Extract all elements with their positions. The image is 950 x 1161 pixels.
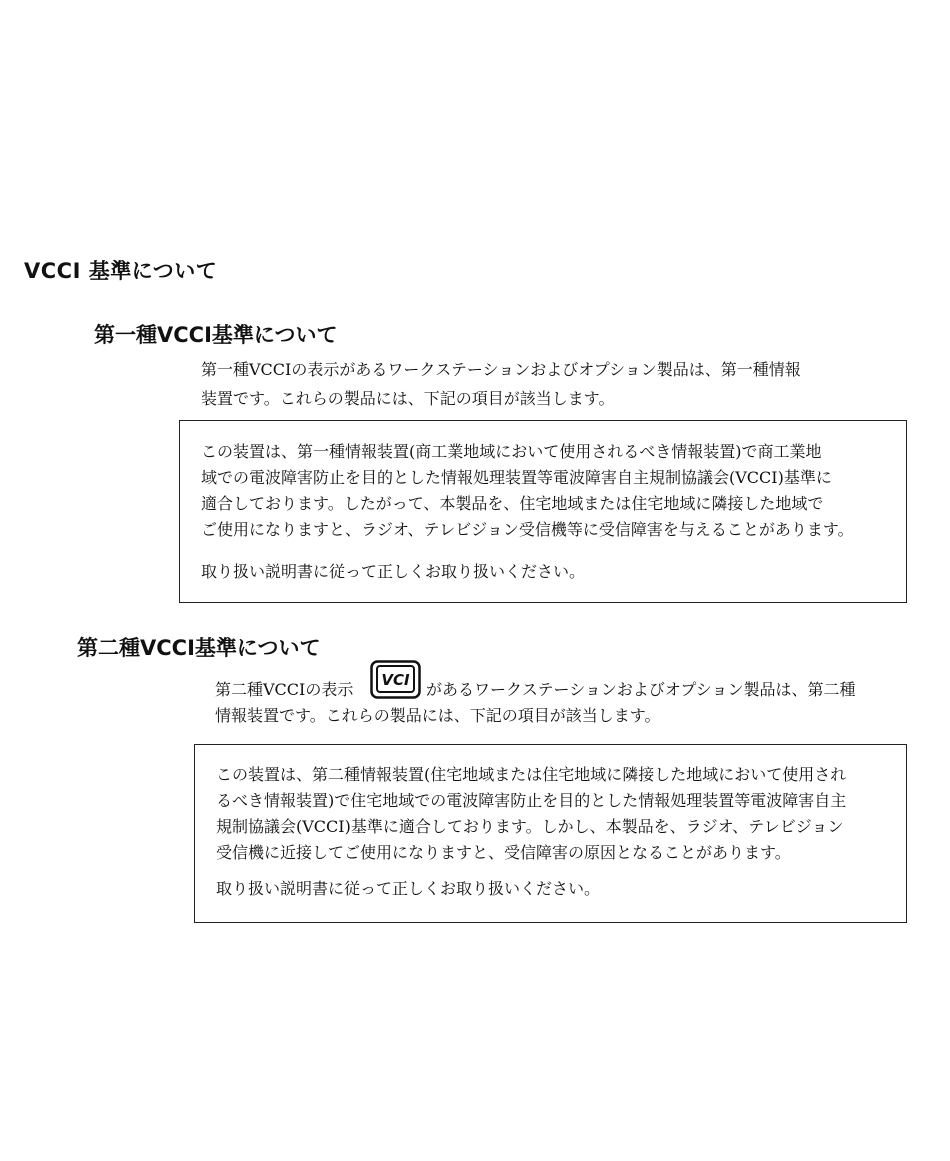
class1-intro-line-1: 第一種VCCIの表示があるワークステーションおよびオプション製品は、第一種情報 [201,360,801,379]
section-title-class1: 第一種VCCI基準について [94,323,338,347]
class1-notice-line-1: この装置は、第一種情報装置(商工業地域において使用されるべき情報装置)で商工業地 [201,442,822,461]
class2-notice-line-4: 受信機に近接してご使用になりますと、受信障害の原因となることがあります。 [216,843,791,862]
class2-notice-line-1: この装置は、第二種情報装置(住宅地域または住宅地域に隣接した地域において使用され [216,765,847,784]
class2-intro-after-mark: があるワークステーションおよびオプション製品は、第二種 [426,680,856,699]
class2-notice-line-3: 規制協議会(VCCI)基準に適合しております。しかし、本製品を、ラジオ、テレビジョン [216,817,844,836]
vcci-mark-icon [370,660,421,699]
class1-notice-box [179,420,907,603]
class2-intro-before-mark: 第二種VCCIの表示 [215,680,354,699]
class1-notice-line-4: ご使用になりますと、ラジオ、テレビジョン受信機等に受信障害を与えることがあります。 [201,520,854,539]
class1-handling-note: 取り扱い説明書に従って正しくお取り扱いください。 [201,562,586,581]
class1-notice-line-3: 適合しております。したがって、本製品を、住宅地域または住宅地域に隣接した地域で [201,494,824,513]
class2-notice-box [194,744,907,923]
class2-notice-line-2: るべき情報装置)で住宅地域での電波障害防止を目的とした情報処理装置等電波障害自主 [216,791,847,810]
class2-handling-note: 取り扱い説明書に従って正しくお取り扱いください。 [216,879,601,898]
class1-notice-line-2: 域での電波障害防止を目的とした情報処理装置等電波障害自主規制協議会(VCCI)基準に [201,468,832,487]
class1-intro-line-2: 装置です。これらの製品には、下記の項目が該当します。 [201,389,615,408]
vcci-mark-text: VCI [381,671,410,689]
section-title-class2: 第二種VCCI基準について [77,636,321,660]
class2-intro-line-2: 情報装置です。これらの製品には、下記の項目が該当します。 [215,706,661,725]
page-title: VCCI 基準について [24,259,218,283]
